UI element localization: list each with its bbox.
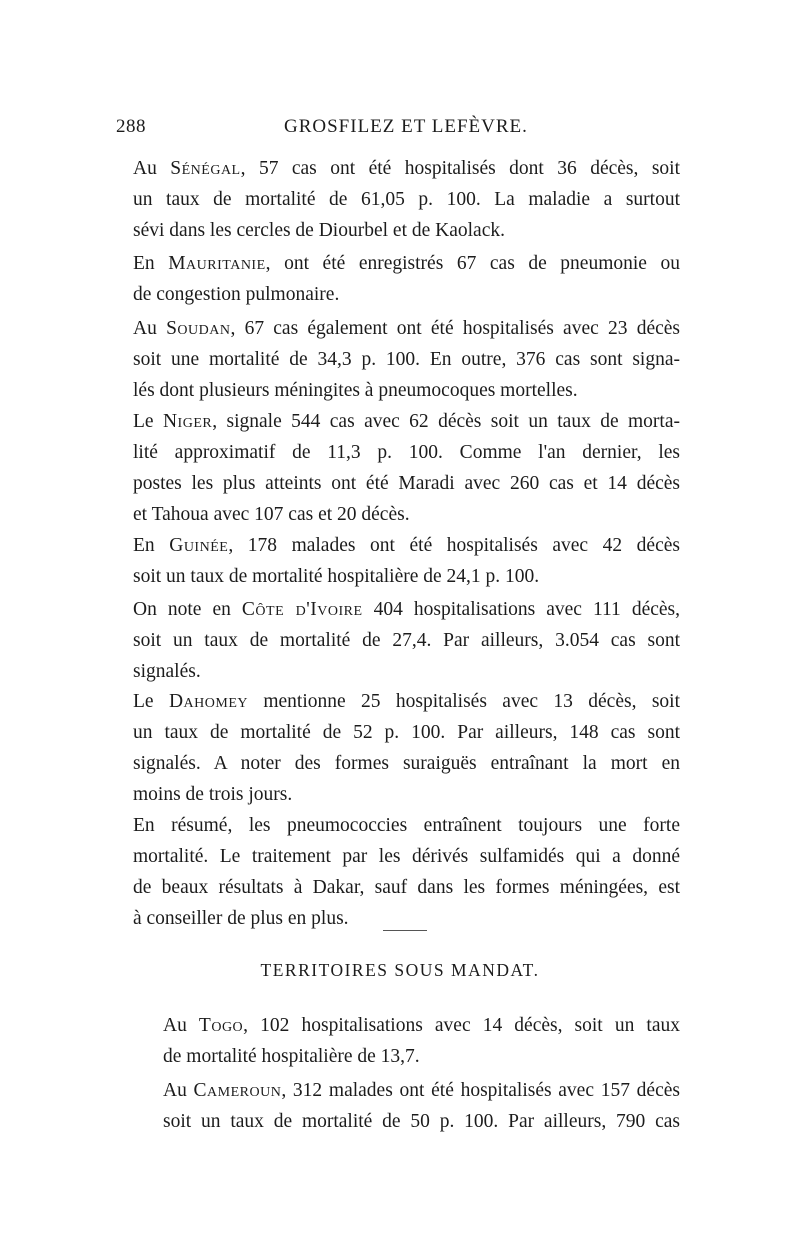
paragraph-soudan: Au Soudan, 67 cas également ont été hospitalisés avec 23 décès soit une mortalité de 34,3 p. 100. En outre, 376 cas sont signa- lés dont plusieurs méningites à pneumocoques mortelles. (133, 318, 680, 401)
region-name: Guinée (169, 535, 229, 556)
running-head: GROSFILEZ ET LEFÈVRE. (284, 116, 528, 137)
section-divider (383, 930, 427, 931)
region-name: Niger (162, 411, 213, 432)
region-name: Soudan (166, 318, 231, 339)
region-name: Mauritanie (168, 253, 266, 274)
paragraph-dahomey: Le Dahomey mentionne 25 hospitalisés avec 13 décès, soit un taux de mortalité de 52 p. 100. Par ailleurs, 148 cas sont signalés. A noter des formes suraiguës entraînant la mort en moins de trois jours. (133, 691, 680, 805)
page-number: 288 (116, 116, 146, 137)
region-name: Dahomey (168, 691, 248, 712)
paragraph-cameroun: Au Cameroun, 312 malades ont été hospitalisés avec 157 décès soit un taux de mortalité de 50 p. 100. Par ailleurs, 790 cas (163, 1080, 680, 1132)
paragraph-guinee: En Guinée, 178 malades ont été hospitalisés avec 42 décès soit un taux de mortalité hospitalière de 24,1 p. 100. (133, 535, 680, 587)
paragraph-summary: En résumé, les pneumococcies entraînent toujours une forte mortalité. Le traitement par les dérivés sulfamidés qui a donné de beaux résultats à Dakar, sauf dans les formes méningées, est à conseiller de plus en plus. (133, 815, 680, 929)
page-header (0, 116, 800, 146)
paragraph-mauritanie: En Mauritanie, ont été enregistrés 67 cas de pneumonie ou de congestion pulmonaire. (133, 253, 680, 305)
region-name: Sénégal (170, 158, 241, 179)
region-name: Côte d'Ivoire (241, 599, 363, 620)
region-name: Togo (198, 1015, 244, 1036)
paragraph-togo: Au Togo, 102 hospitalisations avec 14 décès, soit un taux de mortalité hospitalière de 13,7. (163, 1015, 680, 1067)
section-heading: TERRITOIRES SOUS MANDAT. (260, 960, 540, 980)
paragraph-cote-ivoire: On note en Côte d'Ivoire 404 hospitalisations avec 111 décès, soit un taux de mortalité de 27,4. Par ailleurs, 3.054 cas sont signalés. (133, 599, 680, 682)
paragraph-senegal: Au Sénégal, 57 cas ont été hospitalisés dont 36 décès, soit un taux de mortalité de 61,05 p. 100. La maladie a surtout sévi dans les cercles de Diourbel et de Kaolack. (133, 158, 680, 241)
region-name: Cameroun (193, 1080, 282, 1101)
paragraph-niger: Le Niger, signale 544 cas avec 62 décès soit un taux de morta- lité approximatif de 11,3 p. 100. Comme l'an dernier, les postes les plus atteints ont été Maradi avec 260 cas et 14 décès et Tahoua avec 107 cas et 20 décès. (133, 411, 680, 525)
